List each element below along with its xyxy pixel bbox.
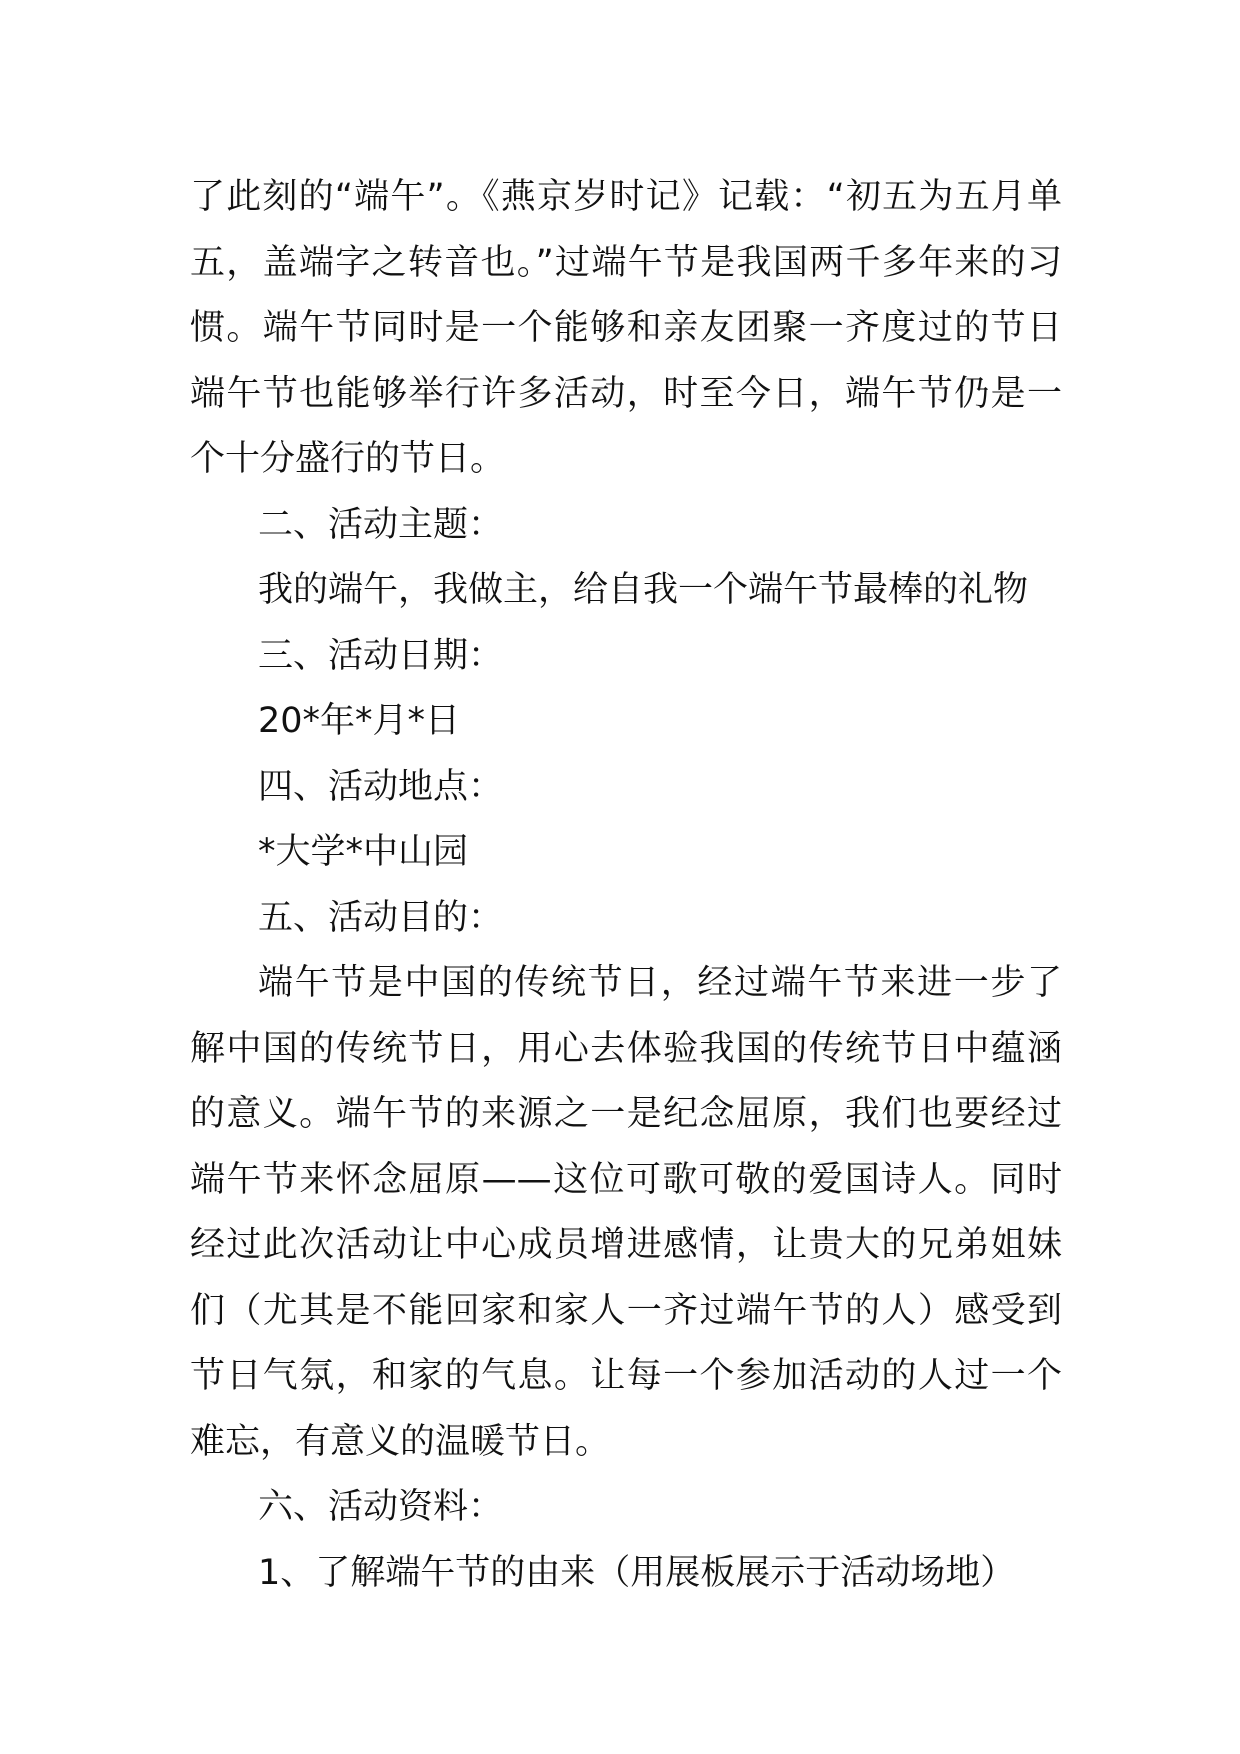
heading-activity-theme: 二、活动主题： [258, 504, 504, 545]
paragraph-activity-purpose: 端午节是中国的传统节日，经过端午节来进一步了解中国的传统节日，用心去体验我国的传统节日中蕴涵的意义。端午节的来源之一是纪念屈原，我们也要经过端午节来怀念屈原——这位可歌可敬的爱国诗人。同时经过此次活动让中心成员增进感情，让贵大的兄弟姐妹们（尤其是不能回家和家人一齐过端午节的人）感受到节日气氛，和家的气息。让每一个参加活动的人过一个难忘，有意义的温暖节日。 [190, 963, 1062, 1462]
heading-activity-location: 四、活动地点： [258, 766, 504, 807]
document-body [190, 165, 1062, 1606]
heading-activity-materials: 六、活动资料： [258, 1487, 504, 1527]
paragraph-activity-theme: 我的端午，我做主，给自我一个端午节最棒的礼物 [258, 570, 1029, 610]
heading-activity-date: 三、活动日期： [258, 635, 504, 676]
paragraph-activity-date: 20*年*月*日 [258, 701, 461, 741]
heading-activity-purpose: 五、活动目的： [258, 897, 504, 938]
paragraph-intro-continuation: 了此刻的“端午”。《燕京岁时记》记载：“初五为五月单五，盖端字之转音也。”过端午节是我国两千多年来的习惯。端午节同时是一个能够和亲友团聚一齐度过的节日端午节也能够举行许多活动，时至今日，端午节仍是一个十分盛行的节日。 [190, 177, 1062, 479]
list-item-materials-1: 1、了解端午节的由来（用展板展示于活动场地） [258, 1552, 1016, 1593]
paragraph-activity-location: *大学*中山园 [258, 832, 469, 872]
